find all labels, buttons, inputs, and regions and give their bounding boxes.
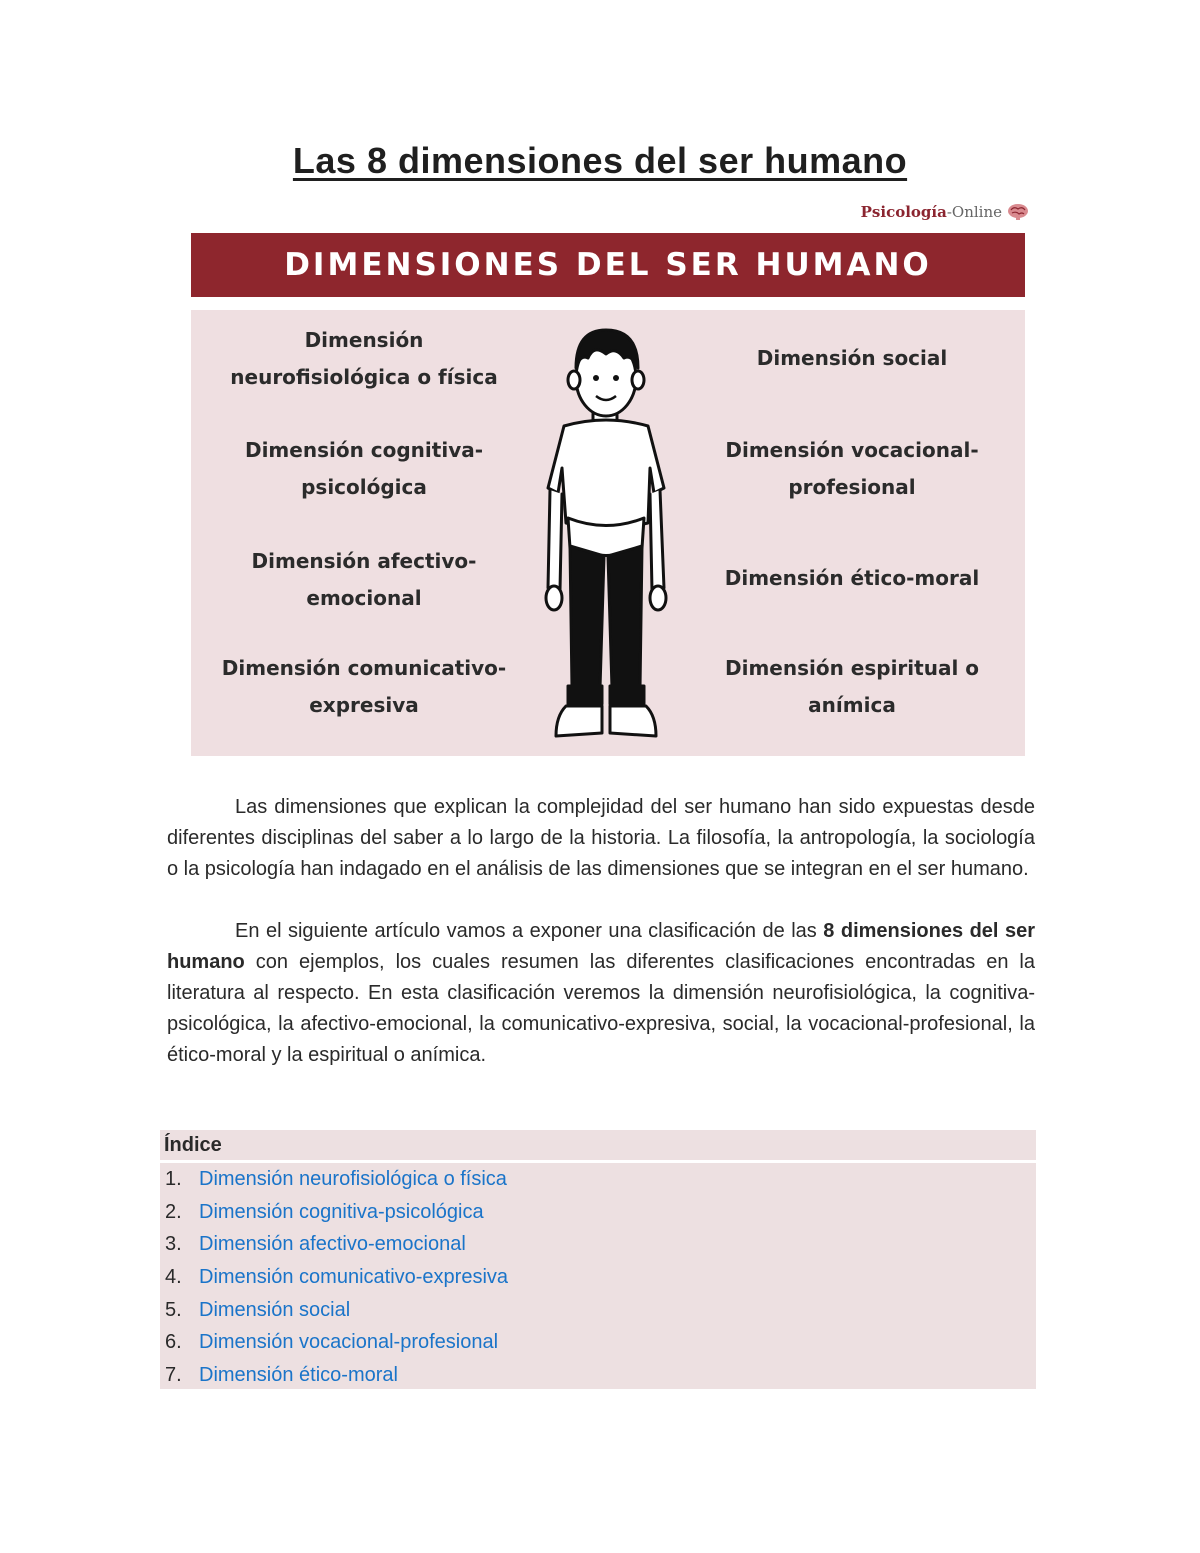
index-item[interactable] [160, 1294, 1036, 1327]
dimension-neurofisiologica [204, 322, 524, 396]
dimension-line: Dimensión afectivo- [251, 549, 477, 573]
dimension-line: psicológica [301, 475, 427, 499]
dimension-line: Dimensión social [756, 346, 948, 370]
index-item[interactable] [160, 1359, 1036, 1392]
index-num: 4. [165, 1266, 182, 1289]
paragraph-text: con ejemplos, los cuales resumen las diferentes clasificaciones encontradas en la literatura al respecto. En esta clasificación veremos la dimensión neurofisiológica, la cognitiva-psicológica, la afectivo-emocional, la comunicativo-expresiva, social, la vocacional-profesional, la ético-moral y la espiritual o anímica. [167, 951, 1035, 1066]
brain-icon [1006, 203, 1030, 221]
index-num: 5. [165, 1298, 182, 1321]
index-num: 7. [165, 1364, 182, 1387]
index-num: 2. [165, 1200, 182, 1223]
index-link[interactable]: Dimensión neurofisiológica o física [199, 1168, 507, 1190]
dimension-line: Dimensión espiritual o [724, 656, 979, 680]
dimension-line: Dimensión [304, 328, 424, 352]
infographic-banner: DIMENSIONES DEL SER HUMANO [191, 233, 1025, 297]
index-item[interactable] [160, 1326, 1036, 1359]
dimension-line: neurofisiológica o física [230, 365, 498, 389]
index-link[interactable]: Dimensión cognitiva-psicológica [199, 1200, 484, 1223]
dimension-cognitiva [204, 432, 524, 506]
index-item[interactable] [160, 1163, 1036, 1196]
dimension-line: anímica [808, 693, 896, 717]
brand-logo [850, 197, 1030, 227]
index-num: 1. [165, 1168, 182, 1190]
dimension-espiritual [692, 650, 1012, 724]
paragraph-text: En el siguiente artículo vamos a exponer una clasificación de las [235, 920, 824, 942]
dimension-vocacional [692, 432, 1012, 506]
index-heading: Índice [160, 1130, 1036, 1160]
dimension-social [692, 340, 1012, 377]
index-link[interactable]: Dimensión comunicativo-expresiva [199, 1266, 509, 1289]
dimension-line: Dimensión comunicativo- [221, 656, 507, 680]
dimension-etica [692, 560, 1012, 597]
intro-paragraph-1 [167, 792, 1035, 885]
dimension-line: expresiva [309, 693, 419, 717]
index-item[interactable] [160, 1196, 1036, 1229]
dimension-line: Dimensión vocacional- [725, 438, 979, 462]
index-num: 3. [165, 1233, 182, 1256]
index-list [160, 1163, 1036, 1389]
index-link[interactable]: Dimensión afectivo-emocional [199, 1233, 466, 1256]
person-illustration [536, 318, 676, 748]
dimension-afectiva [204, 543, 524, 617]
dimension-line: Dimensión cognitiva- [244, 438, 484, 462]
index-num: 6. [165, 1331, 182, 1354]
brand-name-part1: Psicología [860, 203, 947, 221]
index-link[interactable]: Dimensión ético-moral [199, 1364, 398, 1387]
paragraph-text: Las dimensiones que explican la complejidad del ser humano han sido expuestas desde diferentes disciplinas del saber a lo largo de la historia. La filosofía, la antropología, la sociología o la psicología han indagado en el análisis de las dimensiones que se integran en el ser humano. [167, 796, 1035, 880]
index-item[interactable] [160, 1261, 1036, 1294]
brand-name-part2: -Online [946, 203, 1002, 221]
index-item[interactable] [160, 1228, 1036, 1261]
index-link[interactable]: Dimensión social [199, 1298, 351, 1321]
dimension-comunicativa [204, 650, 524, 724]
paragraph-bold: 8 dimensiones del ser humano [167, 920, 1035, 973]
intro-paragraph-2 [167, 916, 1035, 1071]
dimension-line: profesional [788, 475, 916, 499]
page-title: Las 8 dimensiones del ser humano [292, 140, 908, 181]
dimension-line: Dimensión ético-moral [724, 566, 980, 590]
index-link[interactable]: Dimensión vocacional-profesional [199, 1331, 499, 1354]
dimension-line: emocional [306, 586, 422, 610]
